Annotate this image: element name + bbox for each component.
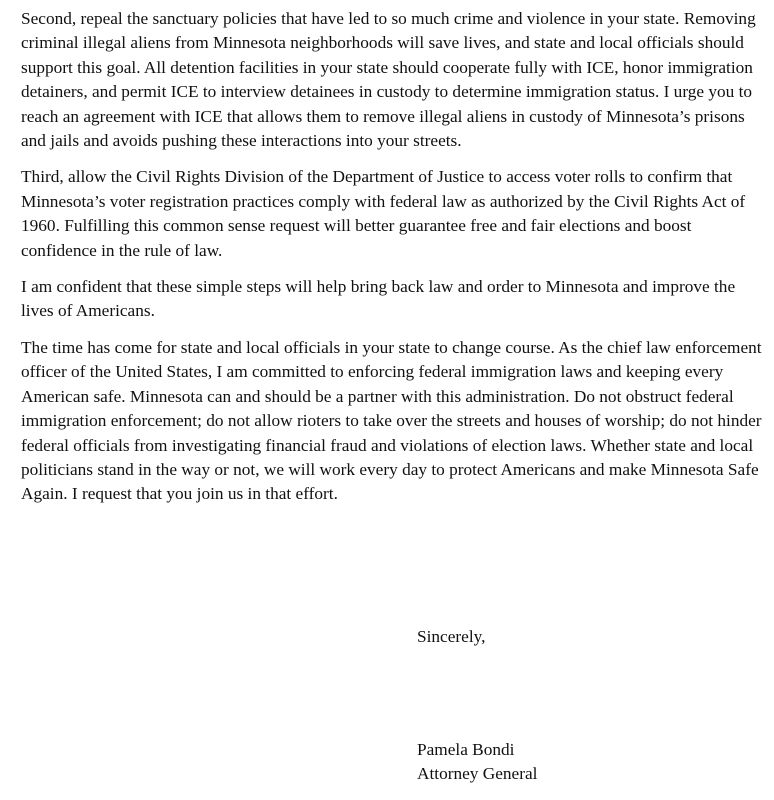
paragraph-sanctuary-policies: Second, repeal the sanctuary policies that have led to so much crime and violence in your state. Removing criminal illegal aliens from Minnesota neighborhoods will save lives, and state and local officials should support this goal. All detention facilities in your state should cooperate fully with ICE, honor immigration detainers, and permit ICE to interview detainees in custody to determine immigration status. I urge you to reach an agreement with ICE that allows them to remove illegal aliens in custody of Minnesota’s prisons and jails and avoids pushing these interactions into your streets. (21, 9, 756, 151)
signer-name: Pamela Bondi (417, 740, 515, 759)
letter-body (21, 7, 767, 519)
signature-block (417, 738, 537, 787)
paragraph-simple-steps: I am confident that these simple steps will help bring back law and order to Minnesota and improve the lives of Americans. (21, 277, 736, 321)
paragraph-change-course: The time has come for state and local officials in your state to change course. As the chief law enforcement officer of the United States, I am committed to enforcing federal immigration laws and keeping every American safe. Minnesota can and should be a partner with this administration. Do not obstruct federal immigration enforcement; do not allow rioters to take over the streets and houses of worship; do not hinder federal officials from investigating financial fraud and violations of election laws. Whether state and local politicians stand in the way or not, we will work every day to protect Americans and make Minnesota Safe Again. I request that you join us in that effort. (21, 337, 762, 504)
signer-title: Attorney General (417, 764, 538, 784)
closing-salutation: Sincerely, (417, 627, 486, 646)
paragraph-voter-rolls: Third, allow the Civil Rights Division of the Department of Justice to access voter rolls to confirm that Minnesota’s voter registration practices comply with federal law as authorized by the Civil Rights Act of 1960. Fulfilling this common sense request will better guarantee free and fair elections and boost confidence in the rule of law. (21, 167, 746, 260)
